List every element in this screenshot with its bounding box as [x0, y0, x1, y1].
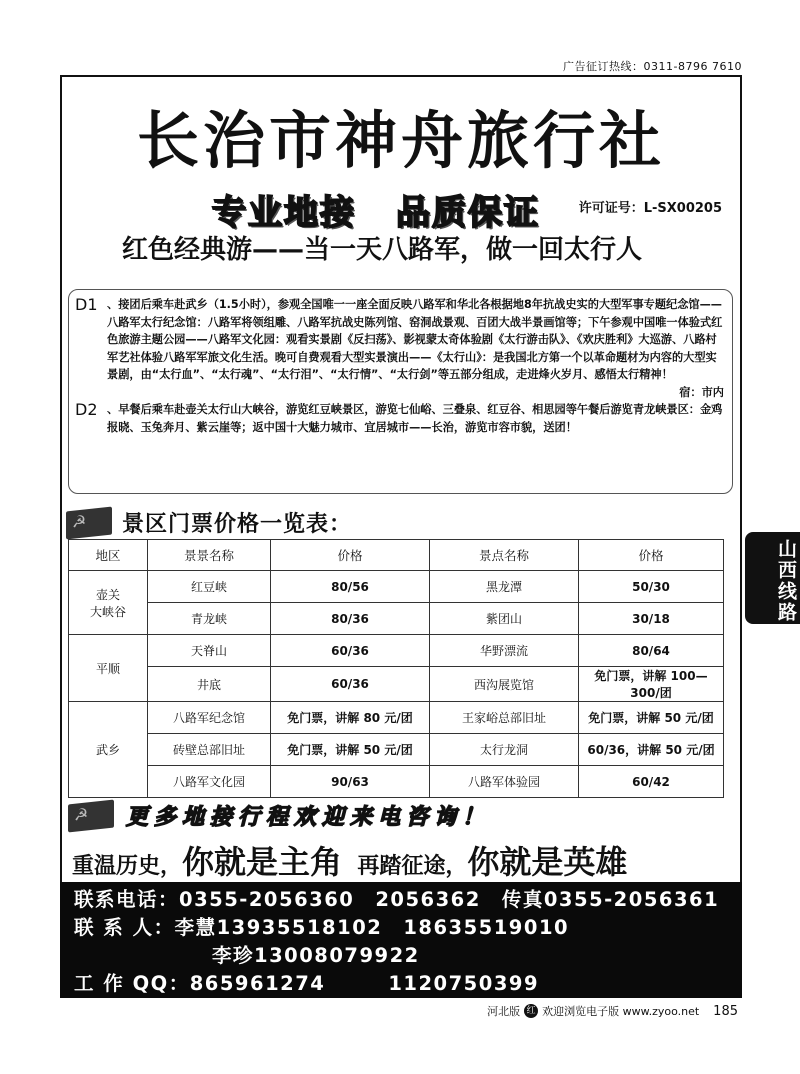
- cell: 天脊山: [148, 635, 271, 667]
- col-header: 景景名称: [148, 540, 271, 571]
- cell: 砖壁总部旧址: [148, 734, 271, 766]
- table-row: [69, 702, 724, 734]
- motto-a: 重温历史，: [72, 854, 183, 879]
- itinerary-day-2: [75, 401, 724, 436]
- cell: 免门票，讲解 80 元/团: [271, 702, 430, 734]
- edition-label: 河北版: [487, 1005, 521, 1018]
- cell: 60/36: [271, 667, 430, 702]
- region-cell: 平顺: [69, 635, 148, 702]
- cell: 八路军文化园: [148, 766, 271, 798]
- cell: 免门票，讲解 50 元/团: [579, 702, 724, 734]
- motto: [72, 837, 627, 883]
- table-header-row: [69, 540, 724, 571]
- cell: 红豆峡: [148, 571, 271, 603]
- brand-logo-icon: 红: [524, 1004, 538, 1018]
- page-number: 185: [713, 1003, 738, 1019]
- day-label: D1: [75, 295, 98, 314]
- table-row: [69, 766, 724, 798]
- day-stay: 宿：市内: [679, 385, 724, 399]
- slogan-2: 品质保证: [396, 193, 540, 233]
- cell: 八路军体验园: [430, 766, 579, 798]
- ticket-price-table: [68, 539, 724, 798]
- ticket-table-heading: [66, 507, 352, 538]
- license-number: 许可证号：L-SX00205: [578, 201, 722, 216]
- table-row: [69, 734, 724, 766]
- slogan-1: 专业地接: [212, 193, 356, 233]
- headline-text: 红色经典游——当一天八路军，做一回太行人: [122, 235, 643, 265]
- cell: 90/63: [271, 766, 430, 798]
- headline: [122, 229, 642, 266]
- cell: 紫团山: [430, 603, 579, 635]
- cell: 八路军纪念馆: [148, 702, 271, 734]
- region-cell: 武乡: [69, 702, 148, 798]
- day-text: 、接团后乘车赴武乡（1.5小时），参观全国唯一一座全面反映八路军和华北各根据地8年抗战史实的大型军事专题纪念馆——八路军太行纪念馆：八路军将领组雕、八路军抗战史陈列馆、窑洞战景观、百团大战半景画馆等；下午参观中国唯一体验式红色旅游主题公园——八路军文化园：观看实景剧《反扫荡》、影视蒙太奇体验剧《太行游击队》、《欢庆胜利》大巡游、八路村军艺社体验八路军军旅文化生活。晚可自费观看大型实景演出——《太行山》：是我国北方第一个以革命题材为内容的大型实景剧，由“太行血”、“太行魂”、“太行泪”、“太行情”、“太行剑”等五部分组成，走进烽火岁月、感悟太行精神！: [107, 298, 723, 381]
- motto-b: 你就是主角: [182, 843, 343, 881]
- cell: 80/64: [579, 635, 724, 667]
- cell: 30/18: [579, 603, 724, 635]
- more-routes-text: 更多地接行程欢迎来电咨询！: [126, 805, 491, 830]
- day-label: D2: [75, 400, 98, 419]
- page-footer: [487, 1003, 738, 1019]
- table-row: [69, 635, 724, 667]
- ad-frame: [60, 75, 742, 997]
- more-routes-banner: [68, 800, 490, 831]
- contact-person: 联 系 人：李慧13935518102 18635519010: [74, 916, 570, 939]
- cell: 50/30: [579, 571, 724, 603]
- contact-phone: 联系电话：0355-2056360 2056362 传真0355-2056361: [74, 888, 720, 911]
- slogan: [212, 185, 580, 234]
- day-text: 、早餐后乘车赴壶关太行山大峡谷，游览红豆峡景区，游览七仙峪、三叠泉、红豆谷、相思园等午餐后游览青龙峡景区：金鸡报晓、玉兔奔月、紫云崖等；返中国十大魅力城市、宜居城市——长治，游览市容市貌，送团！: [107, 403, 723, 434]
- table-row: [69, 571, 724, 603]
- col-header: 地区: [69, 540, 148, 571]
- cell: 80/56: [271, 571, 430, 603]
- red-flag-icon: [66, 506, 112, 539]
- footer-text: 欢迎浏览电子版 www.zyoo.net: [542, 1005, 700, 1018]
- cell: 井底: [148, 667, 271, 702]
- cell: 60/36: [271, 635, 430, 667]
- cell: 免门票，讲解 50 元/团: [271, 734, 430, 766]
- section-tab: 山西线路: [745, 532, 800, 624]
- cell: 华野漂流: [430, 635, 579, 667]
- table-row: [69, 667, 724, 702]
- cell: 青龙峡: [148, 603, 271, 635]
- contact-panel: [60, 882, 742, 998]
- cell: 80/36: [271, 603, 430, 635]
- cell: 黑龙潭: [430, 571, 579, 603]
- itinerary-day-1: [75, 296, 724, 401]
- agency-title: 长治市神舟旅行社: [136, 104, 665, 177]
- cell: 免门票，讲解 100—300/团: [579, 667, 724, 702]
- contact-person-2: 李珍13008079922: [212, 944, 420, 967]
- red-flag-icon: [68, 799, 114, 832]
- ticket-table-title: 景区门票价格一览表：: [122, 512, 353, 537]
- motto-c: 再踏征途，: [357, 854, 468, 879]
- cell: 太行龙洞: [430, 734, 579, 766]
- itinerary-box: [68, 289, 733, 494]
- region-cell: 壶关 大峡谷: [69, 571, 148, 635]
- cell: 西沟展览馆: [430, 667, 579, 702]
- col-header: 景点名称: [430, 540, 579, 571]
- contact-qq: 工 作 QQ：865961274 1120750399: [74, 972, 540, 995]
- col-header: 价格: [579, 540, 724, 571]
- table-row: [69, 603, 724, 635]
- motto-d: 你就是英雄: [467, 843, 628, 881]
- cell: 60/42: [579, 766, 724, 798]
- col-header: 价格: [271, 540, 430, 571]
- ad-hotline: 广告征订热线：0311-8796 7610: [563, 60, 742, 73]
- cell: 60/36，讲解 50 元/团: [579, 734, 724, 766]
- cell: 王家峪总部旧址: [430, 702, 579, 734]
